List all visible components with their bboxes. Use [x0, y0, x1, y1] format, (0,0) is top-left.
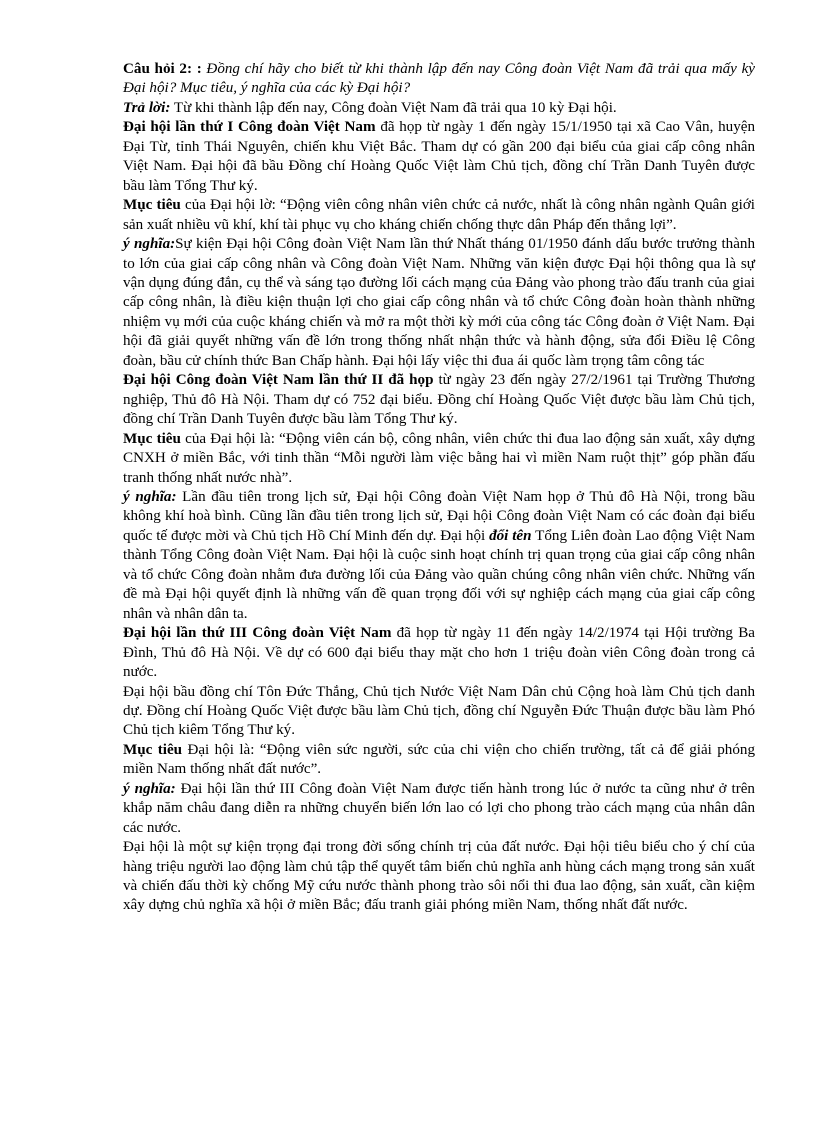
congress3-heading: Đại hội lần thứ III Công đoàn Việt Nam — [123, 625, 392, 642]
congress1-heading: Đại hội lần thứ I Công đoàn Việt Nam — [123, 119, 376, 136]
congress2-meaning — [123, 488, 755, 624]
congress1-goal-text: của Đại hội lờ: “Động viên công nhân viên chức cả nước, nhất là công nhân ngành Quân giới sản xuất nhiều vũ khí, khí tài phục vụ cho kháng chiến chống thực dân Pháp đến thắng lợi”. — [123, 197, 755, 233]
congress2-goal-label: Mục tiêu — [123, 430, 181, 447]
congress1-intro-text: đã họp từ ngày 1 đến ngày 15/1/1950 tại xã Cao Vân, huyện Đại Từ, tỉnh Thái Nguyên, chiến khu Việt Bắc. Tham dự có gần 200 đại biểu của giai cấp công nhân Việt Nam. Đại hội đã bầu Đồng chí Hoàng Quốc Việt làm Chủ tịch, đồng chí Trần Danh Tuyên được bầu làm Tổng Thư ký. — [123, 119, 756, 194]
congress1-meaning-text: Sự kiện Đại hội Công đoàn Việt Nam lần thứ Nhất tháng 01/1950 đánh dấu bước trưởng thành to lớn của giai cấp công nhân và Công đoàn Việt Nam. Những văn kiện được Đại hội thông qua là sự vận dụng đúng đắn, cụ thể và sáng tạo đường lối cách mạng của Đảng vào phong trào đấu tranh của giai cấp công nhân, là điều kiện thuận lợi cho giai cấp công nhân và tổ chức Công đoàn hoàn thành những nhiệm vụ mới của cuộc kháng chiến và mở ra một thời kỳ mới của công tác Công đoàn ở Việt Nam. Đại hội đã giải quyết những vấn đề lớn trong thống nhất nhận thức và hành động, sửa đổi Điều lệ Công đoàn, bầu cử chính thức Ban Chấp hành. Đại hội lấy việc thi đua ái quốc làm trọng tâm công tác — [123, 236, 755, 369]
question-text: Đồng chí hãy cho biết từ khi thành lập đến nay Công đoàn Việt Nam đã trải qua mấy kỳ Đại hội? Mục tiêu, ý nghĩa của các kỳ Đại hội? — [123, 61, 755, 97]
congress3-intro — [123, 624, 755, 682]
congress2-intro-text: từ ngày 23 đến ngày 27/2/1961 tại Trường Thương nghiệp, Thủ đô Hà Nội. Tham dự có 752 đại biểu. Đồng chí Hoàng Quốc Việt được bầu làm Chủ tịch, đồng chí Trần Danh Tuyên được bầu làm Tổng Thư ký. — [123, 372, 755, 428]
congress1-meaning-label: ý nghĩa: — [123, 236, 176, 253]
question-label: Câu hỏi 2: : — [123, 61, 202, 77]
congress2-intro — [123, 371, 755, 429]
answer-text: Từ khi thành lập đến nay, Công đoàn Việt Nam đã trải qua 10 kỳ Đại hội. — [170, 99, 617, 116]
congress3-meaning — [123, 780, 755, 838]
congress3-closing: Đại hội là một sự kiện trọng đại trong đời sống chính trị của đất nước. Đại hội tiêu biểu cho ý chí của hàng triệu người lao động làm chủ tập thể quyết tâm biến chủ nghĩa anh hùng cách mạng trong sản xuất và chiến đấu thời kỳ chống Mỹ cứu nước thành phong trào sôi nổi thi đua lao động, sản xuất, cần kiệm xây dựng chủ nghĩa xã hội ở miền Bắc; đấu tranh giải phóng miền Nam, thống nhất đất nước. — [123, 839, 755, 914]
congress2-heading: Đại hội Công đoàn Việt Nam lần thứ II đã họp — [123, 372, 434, 389]
answer-paragraph — [123, 99, 755, 118]
congress2-meaning-text-2: Tổng Liên đoàn Lao động Việt Nam thành Tổng Công đoàn Việt Nam. Đại hội là cuộc sinh hoạt chính trị quan trọng của giai cấp công nhân và tổ chức Công đoàn nhằm đưa đường lối của Đảng vào quần chúng công nhân viên chức. Những vấn đề mà Đại hội quyết định là những vấn đề quan trọng đối với sự nghiệp cách mạng của giai cấp công nhân và nhân dân ta. — [123, 527, 755, 622]
answer-label: Trả lời: — [123, 99, 171, 116]
congress3-elected: Đại hội bầu đồng chí Tôn Đức Thắng, Chủ tịch Nước Việt Nam Dân chủ Cộng hoà làm Chủ tịch danh dự. Đồng chí Hoàng Quốc Việt được bầu làm Chủ tịch, đồng chí Nguyễn Đức Thuận được bầu làm Phó Chủ tịch kiêm Tổng Thư ký. — [123, 683, 755, 739]
congress3-goal-text: Đại hội là: “Động viên sức người, sức của chi viện cho chiến trường, tất cả để giải phóng miền Nam thống nhất đất nước”. — [123, 741, 755, 778]
congress2-meaning-label: ý nghĩa: — [123, 488, 177, 505]
congress2-goal-text: của Đại hội là: “Động viên cán bộ, công nhân, viên chức thi đua lao động sản xuất, xây dựng CNXH ở miền Bắc, với tinh thần “Mỗi người làm việc bằng hai vì miền Nam ruột thịt” góp phần đấu tranh thống nhất nước nhà”. — [123, 430, 755, 486]
congress1-meaning — [123, 235, 755, 371]
congress3-meaning-label: ý nghĩa: — [123, 780, 176, 797]
document-page — [123, 60, 755, 916]
congress2-meaning-emphasis: đổi tên — [489, 527, 532, 544]
congress3-meaning-text: Đại hội lần thứ III Công đoàn Việt Nam được tiến hành trong lúc ở nước ta cũng như ở trên khắp năm châu đang diễn ra những chuyển biến lớn lao có lợi cho phong trào cách mạng của nhân dân các nước. — [123, 780, 755, 836]
congress3-intro-text: đã họp từ ngày 11 đến ngày 14/2/1974 tại Hội trường Ba Đình, Thủ đô Hà Nội. Về dự có 600 đại biểu thay mặt cho hơn 1 triệu đoàn viên Công đoàn trong cả nước. — [123, 625, 755, 681]
congress3-goal-label: Mục tiêu — [123, 741, 183, 758]
question-paragraph — [123, 60, 755, 99]
congress1-goal — [123, 196, 755, 235]
congress1-goal-label: Mục tiêu — [123, 197, 181, 214]
congress3-goal — [123, 741, 755, 780]
congress2-goal — [123, 430, 755, 488]
congress2-meaning-text-1: Lần đầu tiên trong lịch sử, Đại hội Công đoàn Việt Nam họp ở Thủ đô Hà Nội, trong bầu không khí hoà bình. Cũng lần đầu tiên trong lịch sử, Đại hội Công đoàn Việt Nam có các đoàn đại biểu quốc tế được mời và Chủ tịch Hồ Chí Minh đến dự. Đại hội — [123, 488, 755, 544]
congress1-intro — [123, 118, 755, 196]
